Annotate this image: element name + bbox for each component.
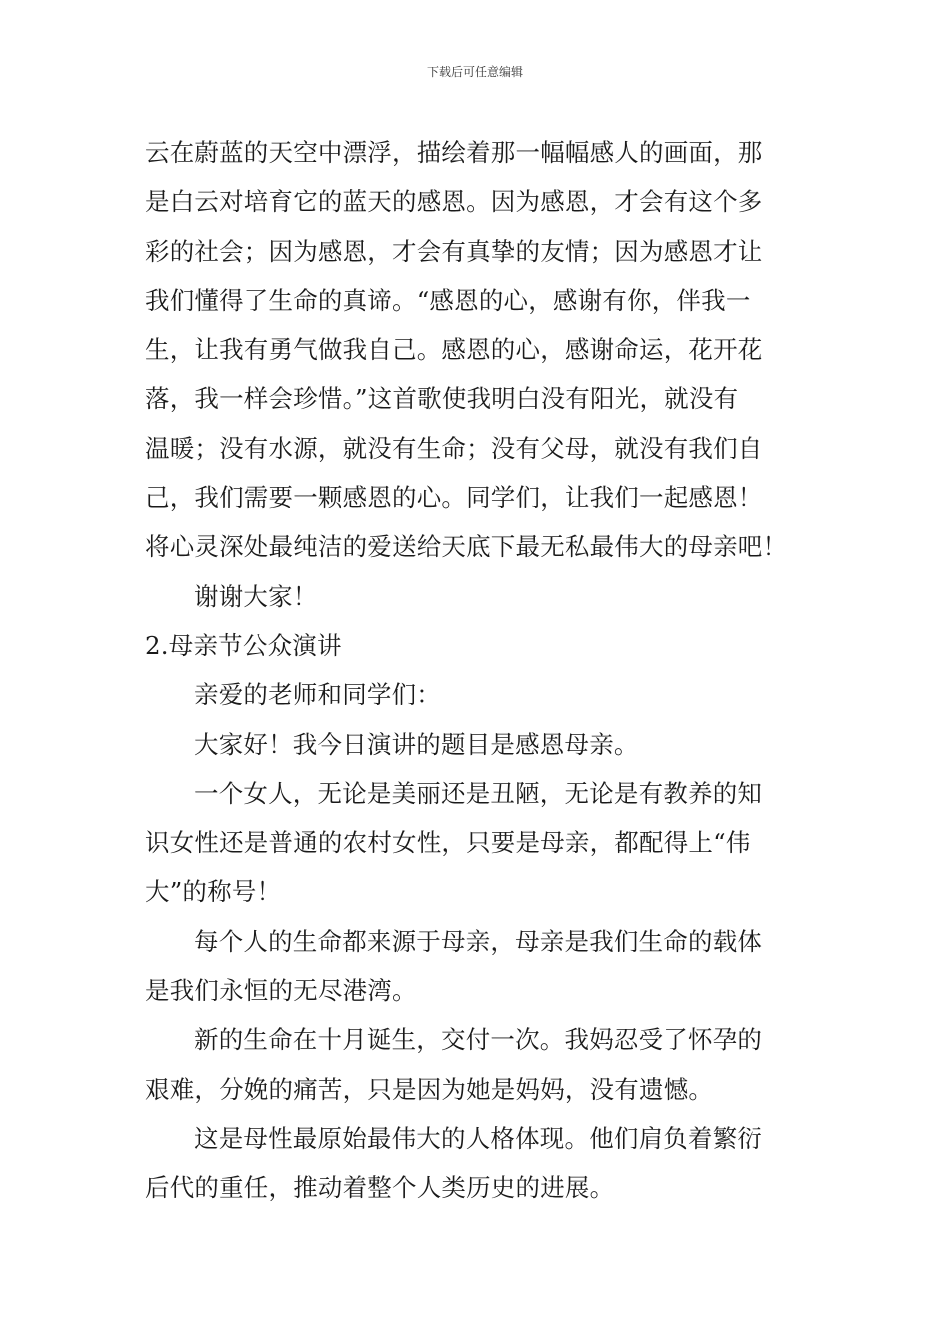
text-line: 大”的称号！ [145, 877, 282, 907]
text-line: 我们懂得了生命的真谛。“感恩的心，感谢有你，伴我一 [145, 285, 751, 315]
text-line: 每个人的生命都来源于母亲，母亲是我们生命的载体 [194, 926, 763, 956]
text-line: 这是母性最原始最伟大的人格体现。他们肩负着繁衍 [194, 1123, 763, 1153]
document-body [145, 128, 810, 1213]
text-line: 己，我们需要一颗感恩的心。同学们，让我们一起感恩！ [145, 483, 763, 513]
text-line: 识女性还是普通的农村女性，只要是母亲，都配得上“伟 [145, 828, 751, 858]
text-line: 彩的社会；因为感恩，才会有真挚的友情；因为感恩才让 [145, 236, 763, 266]
page-header-note: 下载后可任意编辑 [426, 65, 523, 79]
text-line: 大家好！我今日演讲的题目是感恩母亲。 [194, 729, 639, 759]
text-line: 是白云对培育它的蓝天的感恩。因为感恩，才会有这个多 [145, 187, 763, 217]
text-line: 生，让我有勇气做我自己。感恩的心，感谢命运，花开花 [145, 335, 763, 365]
section-heading: 2.母亲节公众演讲 [145, 630, 342, 660]
text-line: 云在蔚蓝的天空中漂浮，描绘着那一幅幅感人的画面，那 [145, 138, 763, 167]
text-line: 将心灵深处最纯洁的爱送给天底下最无私最伟大的母亲吧！ [145, 532, 788, 562]
text-line: 落，我一样会珍惜。”这首歌使我明白没有阳光，就没有 [145, 384, 739, 414]
text-line: 是我们永恒的无尽港湾。 [145, 976, 417, 1006]
salutation: 亲爱的老师和同学们： [194, 680, 441, 710]
text-line: 新的生命在十月诞生，交付一次。我妈忍受了怀孕的 [194, 1025, 763, 1055]
text-line: 一个女人，无论是美丽还是丑陋，无论是有教养的知 [194, 778, 763, 808]
text-line: 后代的重任，推动着整个人类历史的进展。 [145, 1173, 615, 1203]
text-line: 艰难，分娩的痛苦，只是因为她是妈妈，没有遗憾。 [145, 1074, 714, 1104]
closing-line: 谢谢大家！ [194, 581, 318, 611]
text-line: 温暖；没有水源，就没有生命；没有父母，就没有我们自 [145, 433, 763, 463]
